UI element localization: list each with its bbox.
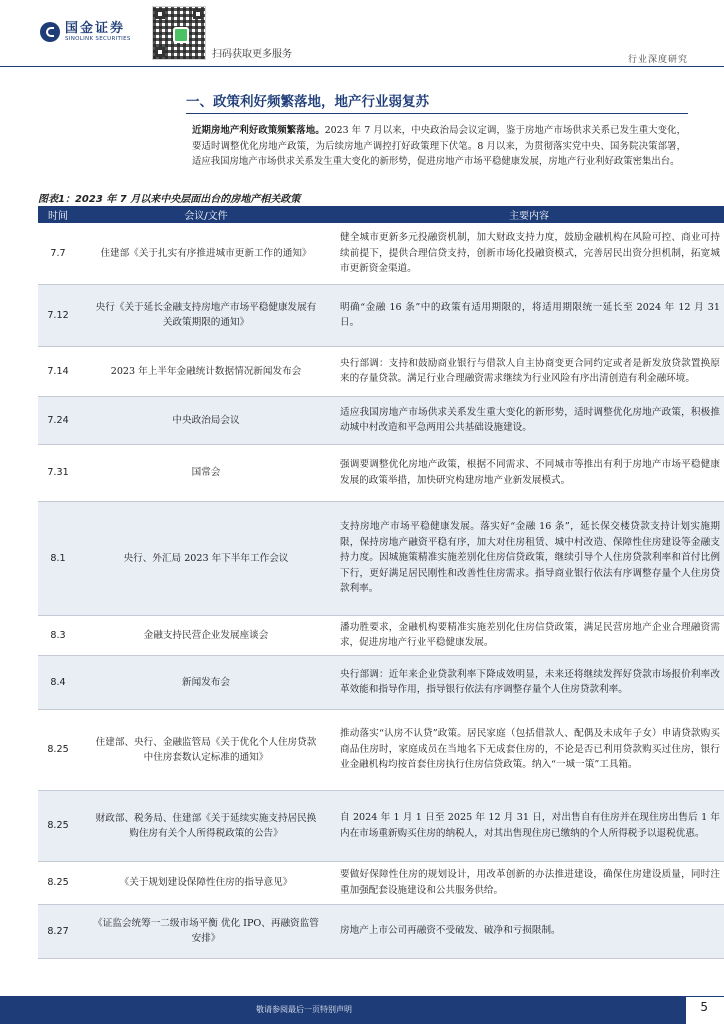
cell-content: 房地产上市公司再融资不受破发、破净和亏损限制。 [334,904,724,958]
table-row [38,861,724,904]
cell-time: 8.1 [38,501,78,615]
cell-time: 8.25 [38,861,78,904]
scan-prompt: 扫码获取更多服务 [212,49,292,60]
cell-doc: 住建部《关于扎实有序推进城市更新工作的通知》 [78,223,334,284]
header-doc: 会议/文件 [78,206,334,223]
intro-body: 2023 年 7 月以来，中央政治局会议定调，鉴于房地产市场供求关系已发生重大变化，要适时调整优化房地产政策，为后续房地产调控打好政策理下伏笔。8 月以来，为贯彻落实党中央、国务院决策部署，适应我国房地产市场供求关系发生重大变化的新形势，促进房地产市场平稳健康发展，房地产行业利好政策密集出台。 [192,125,686,168]
cell-content: 强调要调整优化房地产政策，根据不同需求、不同城市等推出有利于房地产市场平稳健康发展的政策举措，加快研究构建房地产业新发展模式。 [334,444,724,501]
cell-content: 健全城市更新多元投融资机制，加大财政支持力度，鼓励金融机构在风险可控、商业可持续前提下，提供合理信贷支持，创新市场化投融资模式，完善居民出资分担机制，拓宽城市更新资金渠道。 [334,223,724,284]
header-time: 时间 [38,206,78,223]
cell-content: 推动落实“认房不认贷”政策。居民家庭（包括借款人、配偶及未成年子女）申请贷款购买商品住房时，家庭成员在当地名下无成套住房的，不论是否已利用贷款购买过住房，银行业金融机构均按首套住房执行住房信贷政策。纳入“一城一策”工具箱。 [334,709,724,790]
section-title: 一、政策利好频繁落地，地产行业弱复苏 [186,94,429,110]
figure-caption: 图表1：2023 年 7 月以来中央层面出台的房地产相关政策 [38,194,301,205]
cell-content: 支持房地产市场平稳健康发展。落实好“金融 16 条”，延长保交楼贷款支持计划实施期限，保持房地产融资平稳有序，加大对住房租赁、城中村改造、保障性住房建设等金融支持力度。因城施策精准实施差别化住房信贷政策，继续引导个人住房贷款利率和首付比例下行，更好满足居民刚性和改善性住房需求。指导商业银行依法有序调整存量个人住房贷款利率。 [334,501,724,615]
cell-content: 央行部调：近年来企业贷款利率下降成效明显，未来还将继续发挥好贷款市场报价利率改革效能和指导作用，指导银行依法有序调整存量个人住房贷款利率。 [334,655,724,709]
header-content: 主要内容 [334,206,724,223]
report-type-label: 行业深度研究 [627,55,688,65]
cell-doc: 央行、外汇局 2023 年下半年工作会议 [78,501,334,615]
company-logo [40,22,131,43]
intro-paragraph [192,123,686,170]
cell-time: 7.14 [38,346,78,396]
cell-content: 明确“金融 16 条”中的政策有适用期限的，将适用期限统一延长至 2024 年 12 月 31 日。 [334,284,724,346]
table-row [38,396,724,444]
header-divider [0,66,724,67]
cell-doc: 中央政治局会议 [78,396,334,444]
table-row [38,346,724,396]
cell-doc: 2023 年上半年金融统计数据情况新闻发布会 [78,346,334,396]
cell-doc: 《证监会统筹一二级市场平衡 优化 IPO、再融资监管安排》 [78,904,334,958]
logo-en-text: SINOLINK SECURITIES [65,36,131,42]
cell-doc: 央行《关于延长金融支持房地产市场平稳健康发展有关政策期限的通知》 [78,284,334,346]
disclaimer-note: 敬请参阅最后一页特别声明 [256,1005,352,1014]
table-row [38,709,724,790]
cell-content: 潘功胜要求，金融机构要精准实施差别化住房信贷政策，满足民营房地产企业合理融资需求，促进房地产行业平稳健康发展。 [334,615,724,655]
table-row [38,223,724,284]
table-row [38,444,724,501]
table-row [38,790,724,861]
cell-time: 8.25 [38,790,78,861]
section-divider [186,113,688,114]
cell-time: 8.25 [38,709,78,790]
cell-doc: 住建部、央行、金融监管局《关于优化个人住房贷款中住房套数认定标准的通知》 [78,709,334,790]
table-row [38,615,724,655]
cell-doc: 金融支持民营企业发展座谈会 [78,615,334,655]
cell-content: 自 2024 年 1 月 1 日至 2025 年 12 月 31 日，对出售自有住房并在现住房出售后 1 年内在市场重新购买住房的纳税人，对其出售现住房已缴纳的个人所得税予以退税优惠。 [334,790,724,861]
logo-cn-text: 国金证券 [65,21,126,36]
cell-content: 要做好保障性住房的规划设计，用改革创新的办法推进建设，确保住房建设质量，同时注重加强配套设施建设和公共服务供给。 [334,861,724,904]
cell-time: 7.7 [38,223,78,284]
cell-time: 7.24 [38,396,78,444]
cell-time: 7.12 [38,284,78,346]
cell-time: 7.31 [38,444,78,501]
table-row [38,904,724,958]
cell-doc: 《关于规划建设保障性住房的指导意见》 [78,861,334,904]
table-header-row [38,206,724,223]
table-row [38,655,724,709]
cell-content: 央行部调：支持和鼓励商业银行与借款人自主协商变更合同约定或者是新发放贷款置换原来的存量贷款。满足行业合理融资需求继续为行业风险有序出清创造有利金融环境。 [334,346,724,396]
cell-time: 8.4 [38,655,78,709]
page-number: 5 [700,1000,708,1014]
cell-time: 8.27 [38,904,78,958]
cell-content: 适应我国房地产市场供求关系发生重大变化的新形势，适时调整优化房地产政策，积极推动城中村改造和平急两用公共基础设施建设。 [334,396,724,444]
table-row [38,501,724,615]
intro-lead: 近期房地产利好政策频繁落地。 [192,125,325,136]
table-row [38,284,724,346]
cell-doc: 财政部、税务局、住建部《关于延续实施支持居民换购住房有关个人所得税政策的公告》 [78,790,334,861]
policy-table [38,206,724,959]
qr-code-icon[interactable] [152,6,206,60]
cell-doc: 新闻发布会 [78,655,334,709]
cell-doc: 国常会 [78,444,334,501]
page-header [0,0,724,66]
cell-time: 8.3 [38,615,78,655]
logo-mark-icon [40,22,60,42]
